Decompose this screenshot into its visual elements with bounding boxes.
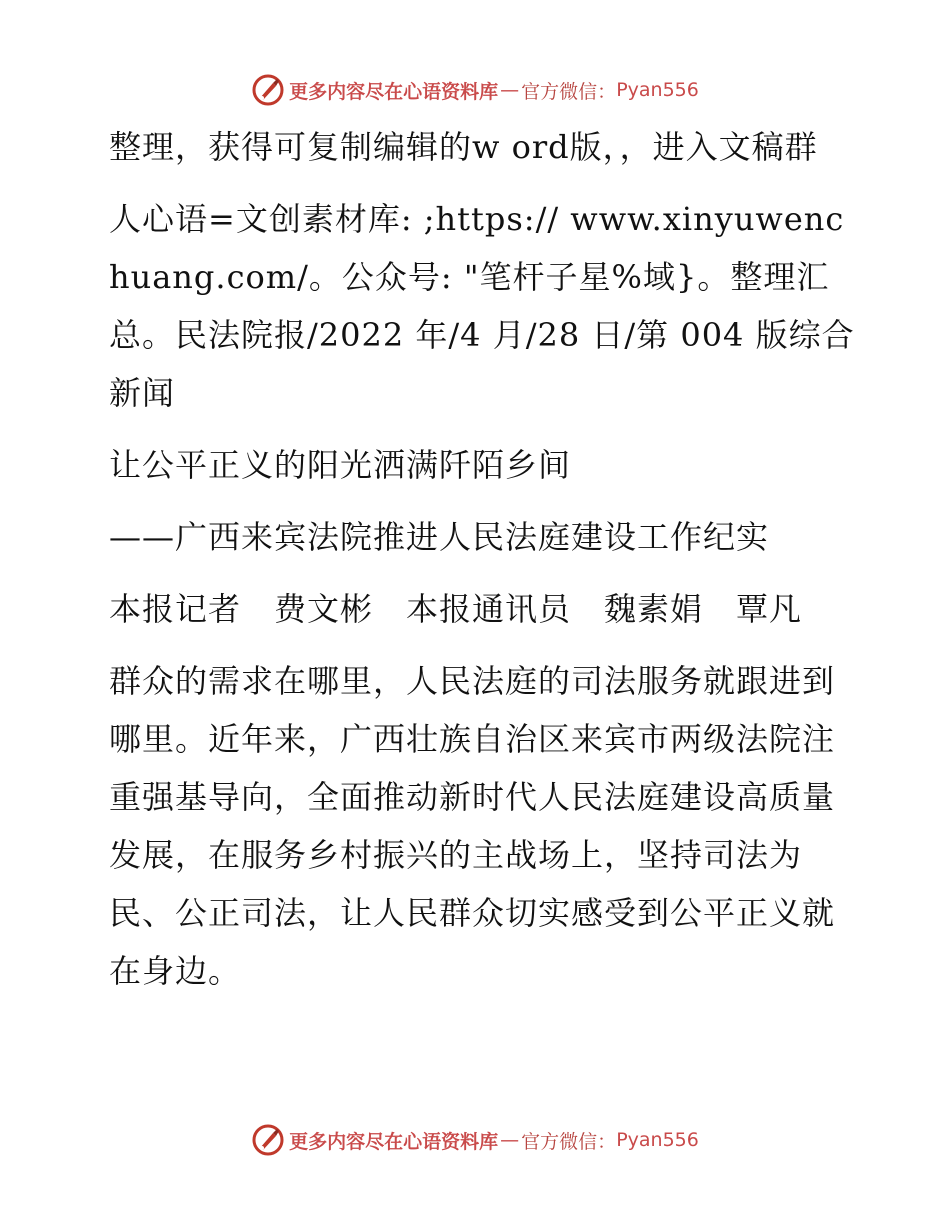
header-banner — [0, 70, 950, 110]
pen-logo-icon — [251, 1123, 285, 1157]
article-byline: 本报记者 费文彬 本报通讯员 魏素娟 覃凡 — [109, 590, 803, 628]
banner-title: 更多内容尽在心语资料库 — [289, 1130, 499, 1153]
banner-wechat-label: 官方微信： — [521, 80, 617, 103]
banner-dash: — — [500, 79, 520, 101]
pen-logo-icon — [251, 73, 285, 107]
source-paragraph: 人心语=文创素材库: ;https:// www.xinyuwenchuang.com/。公众号: "笔杆子星%域}。整理汇总。民法院报/2022 年/4 月/28 日/第 004 版综合新闻 — [109, 200, 855, 412]
banner-wechat-id: Pyan556 — [616, 1129, 699, 1151]
document-body — [97, 118, 857, 1020]
footer-banner — [0, 1120, 950, 1160]
article-subtitle: ——广西来宾法院推进人民法庭建设工作纪实 — [109, 518, 770, 556]
banner-wechat-id: Pyan556 — [616, 79, 699, 101]
banner-title: 更多内容尽在心语资料库 — [289, 80, 499, 103]
banner-dash: — — [500, 1129, 520, 1151]
article-title: 让公平正义的阳光洒满阡陌乡间 — [109, 446, 572, 484]
body-paragraph: 群众的需求在哪里，人民法庭的司法服务就跟进到哪里。近年来，广西壮族自治区来宾市两级法院注重强基导向，全面推动新时代人民法庭建设高质量发展，在服务乡村振兴的主战场上，坚持司法为民、公正司法，让人民群众切实感受到公平正义就在身边。 — [109, 662, 836, 990]
banner-wechat-label: 官方微信： — [521, 1130, 617, 1153]
intro-paragraph: 整理，获得可复制编辑的w ord版，，进入文稿群 — [109, 128, 818, 166]
